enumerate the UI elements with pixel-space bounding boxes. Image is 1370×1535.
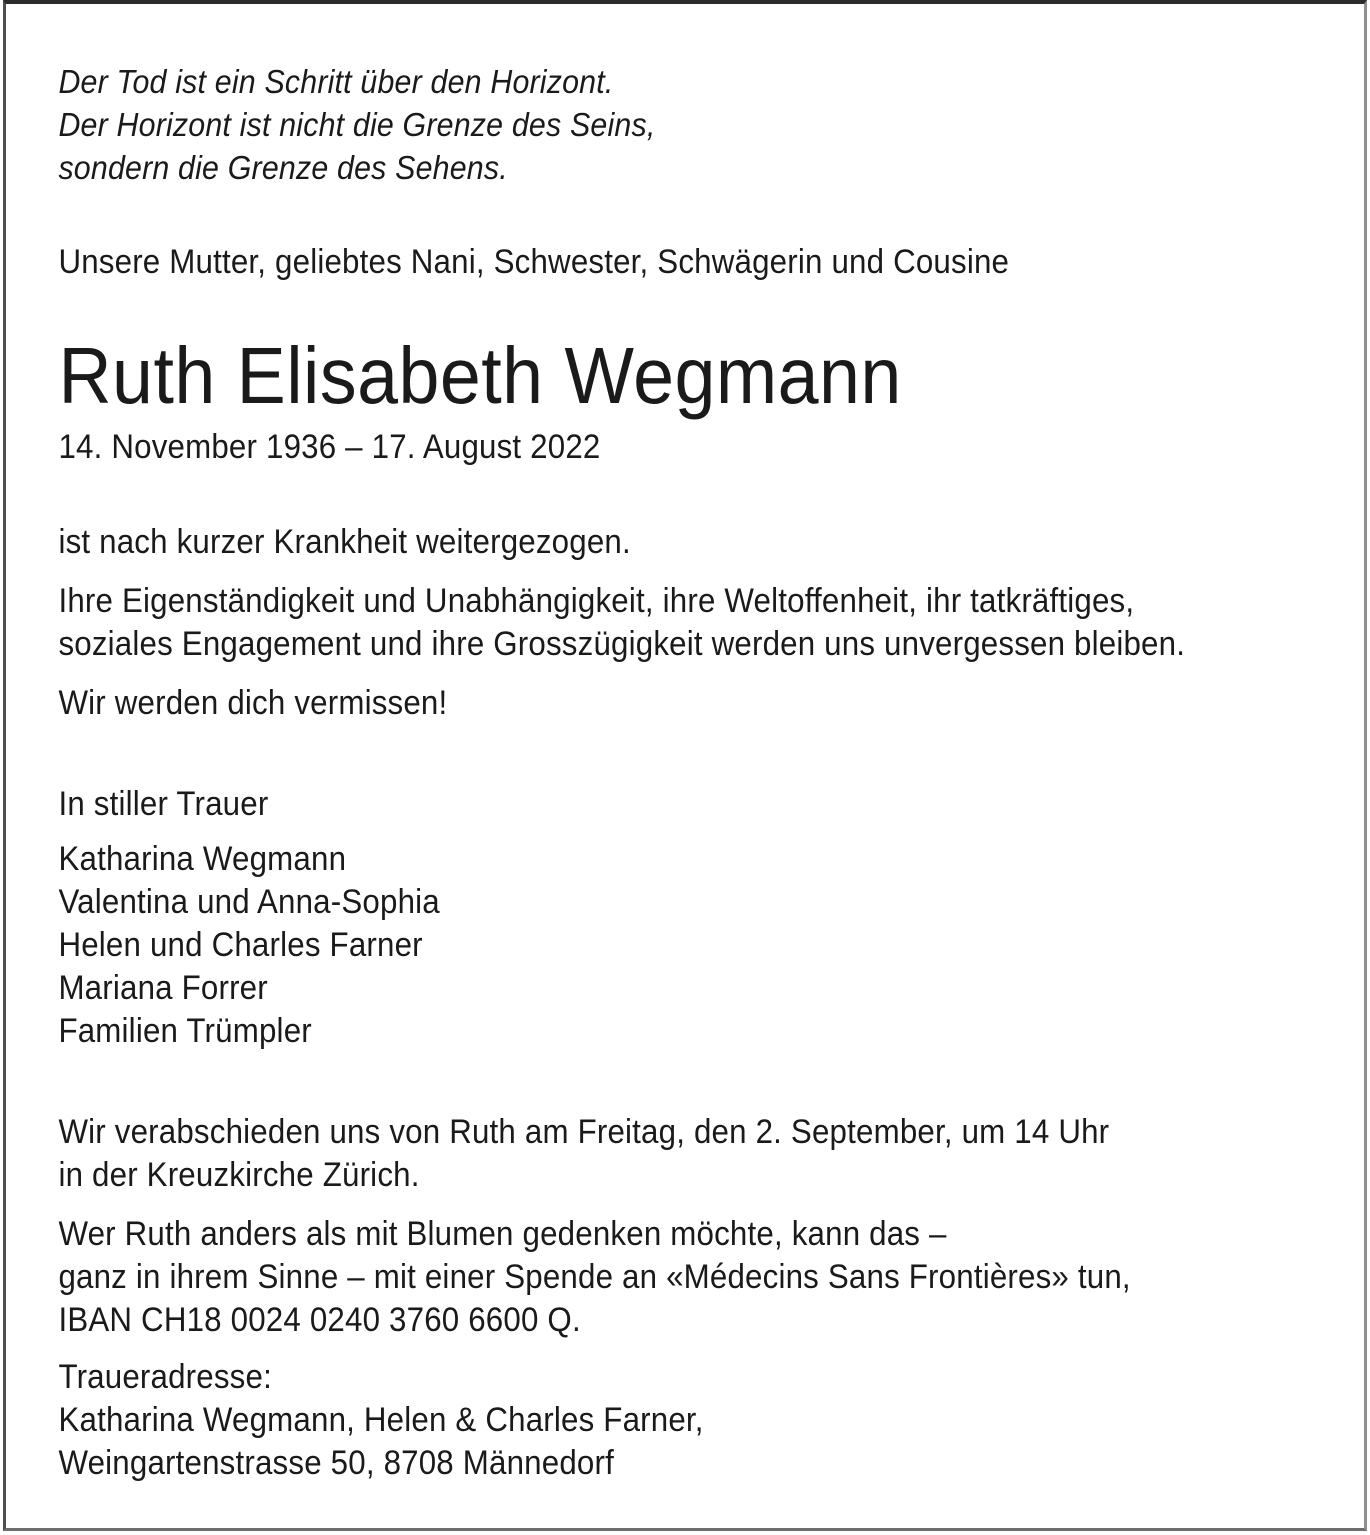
mourner-name: Katharina Wegmann (58, 840, 347, 878)
donation-line: IBAN CH18 0024 0240 3760 6600 Q. (58, 1301, 581, 1339)
donation-paragraph (58, 1213, 1370, 1342)
mourner-name: Valentina und Anna-Sophia (58, 883, 440, 921)
relation-intro: Unsere Mutter, geliebtes Nani, Schwester, Schwägerin und Cousine (58, 243, 1010, 281)
life-dates: 14. November 1936 – 17. August 2022 (58, 428, 601, 466)
mourning-heading: In stiller Trauer (58, 785, 269, 823)
farewell-line: in der Kreuzkirche Zürich. (58, 1156, 420, 1194)
missing-line: Wir werden dich vermissen! (58, 684, 448, 722)
mourner-name: Helen und Charles Farner (58, 926, 423, 964)
tribute-line: Ihre Eigenständigkeit und Unabhängigkeit, ihre Weltoffenheit, ihr tatkräftiges, (58, 582, 1135, 620)
donation-line: ganz in ihrem Sinne – mit einer Spende an «Médecins Sans Frontières» tun, (58, 1258, 1131, 1296)
quote-line: Der Horizont ist nicht die Grenze des Seins, (58, 106, 656, 143)
mourner-name: Familien Trümpler (58, 1012, 312, 1050)
address-line: Weingartenstrasse 50, 8708 Männedorf (58, 1444, 614, 1482)
memorial-quote (58, 60, 1370, 189)
notice-content (6, 4, 1370, 1485)
deceased-name: Ruth Elisabeth Wegmann (58, 331, 902, 420)
mourning-address (58, 1356, 1370, 1485)
farewell-paragraph (58, 1111, 1370, 1197)
mourner-name: Mariana Forrer (58, 969, 268, 1007)
passing-line: ist nach kurzer Krankheit weitergezogen. (58, 523, 631, 561)
quote-line: Der Tod ist ein Schritt über den Horizont. (58, 63, 614, 100)
tribute-paragraph (58, 580, 1370, 666)
notice-frame (3, 0, 1367, 1531)
quote-line: sondern die Grenze des Sehens. (58, 149, 508, 186)
address-line: Katharina Wegmann, Helen & Charles Farner, (58, 1401, 704, 1439)
mourners-list (58, 838, 1370, 1053)
tribute-line: soziales Engagement und ihre Grosszügigkeit werden uns unvergessen bleiben. (58, 625, 1186, 663)
address-line: Traueradresse: (58, 1358, 272, 1396)
donation-line: Wer Ruth anders als mit Blumen gedenken möchte, kann das – (58, 1215, 947, 1253)
farewell-line: Wir verabschieden uns von Ruth am Freitag, den 2. September, um 14 Uhr (58, 1113, 1110, 1151)
